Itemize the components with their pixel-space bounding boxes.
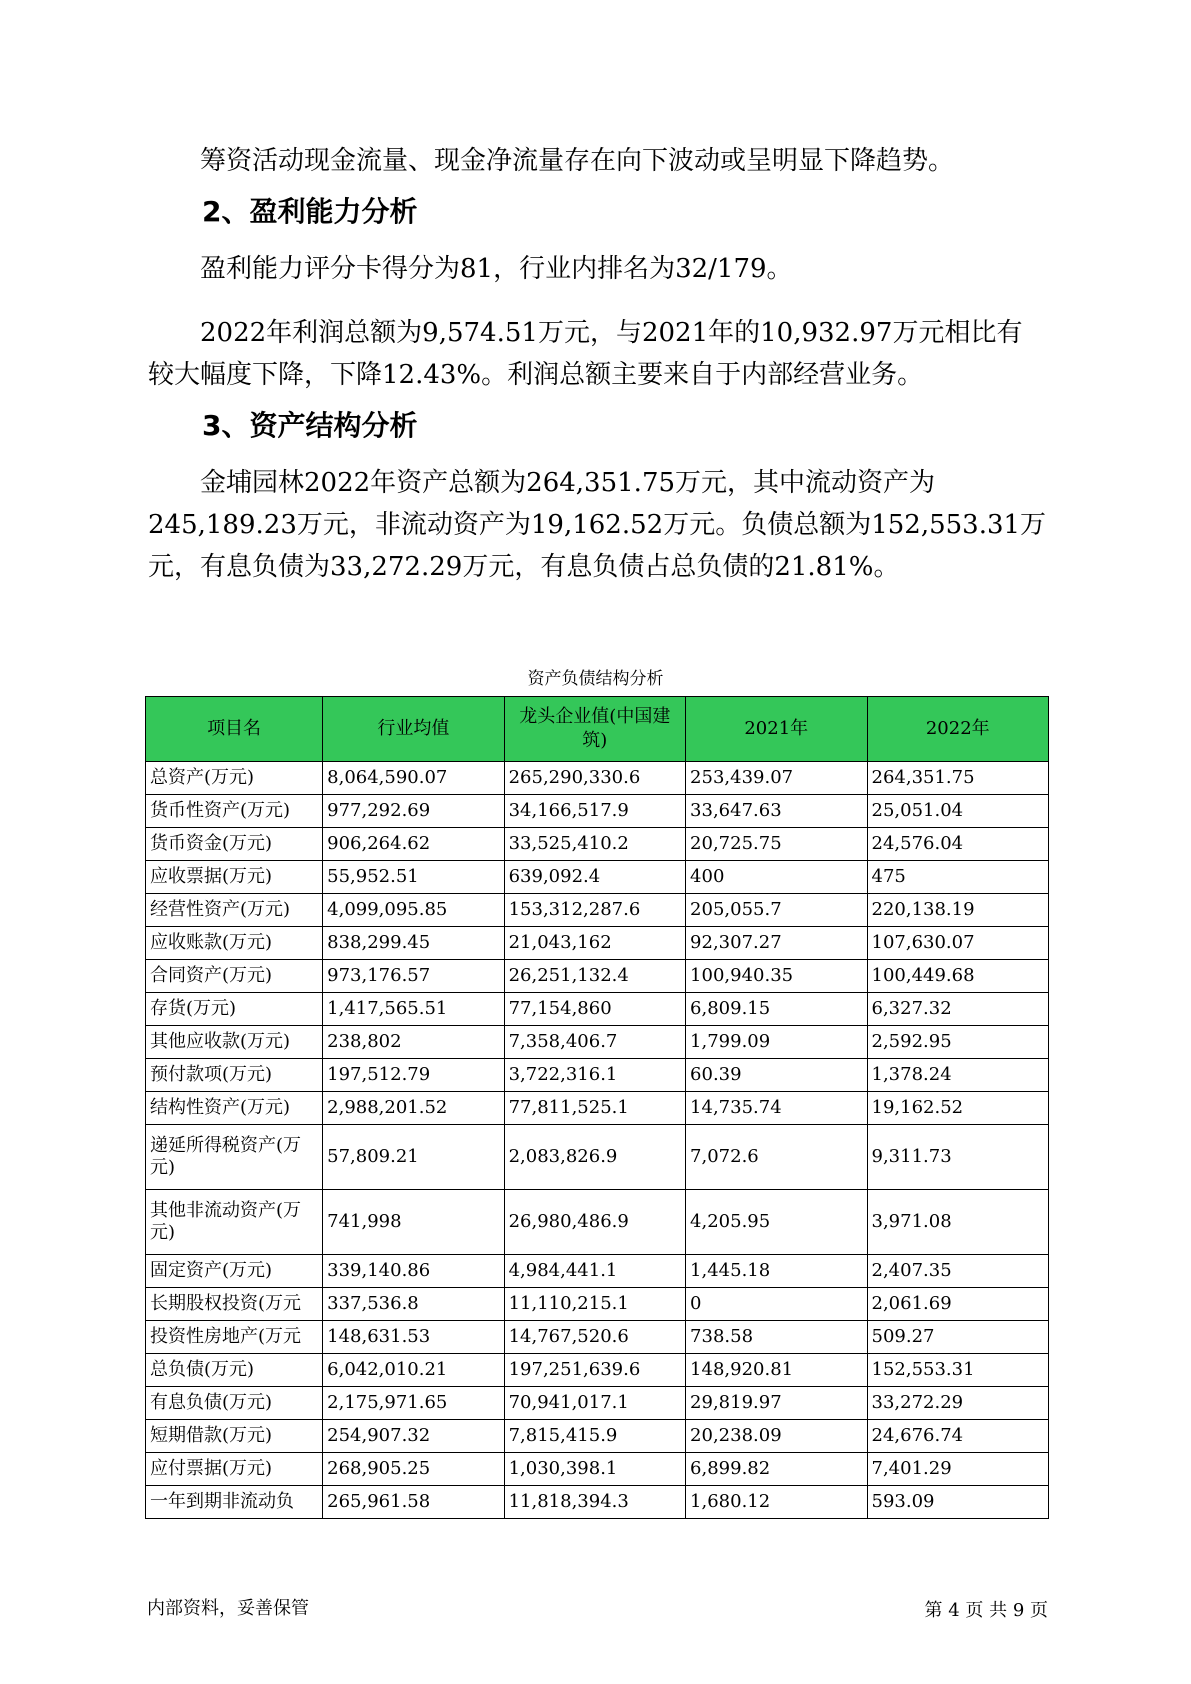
row-label: 长期股权投资(万元 (146, 1288, 323, 1321)
table-row (146, 1092, 1049, 1125)
table-cell: 738.58 (686, 1321, 867, 1354)
table-cell: 107,630.07 (867, 927, 1049, 960)
table-cell: 19,162.52 (867, 1092, 1049, 1125)
profitability-score-paragraph: 盈利能力评分卡得分为81，行业内排名为32/179。 (200, 254, 793, 284)
table-cell: 153,312,287.6 (504, 894, 685, 927)
table-cell: 197,251,639.6 (504, 1354, 685, 1387)
row-label: 经营性资产(万元) (146, 894, 323, 927)
table-cell: 973,176.57 (323, 960, 504, 993)
table-cell: 254,907.32 (323, 1420, 504, 1453)
row-label: 有息负债(万元) (146, 1387, 323, 1420)
row-label: 一年到期非流动负 (146, 1486, 323, 1519)
table-row (146, 1190, 1049, 1255)
header-2022: 2022年 (867, 697, 1049, 762)
table-cell: 34,166,517.9 (504, 795, 685, 828)
row-label: 其他应收款(万元) (146, 1026, 323, 1059)
row-label: 应收账款(万元) (146, 927, 323, 960)
table-cell: 741,998 (323, 1190, 504, 1255)
table-cell: 1,799.09 (686, 1026, 867, 1059)
table-cell: 7,815,415.9 (504, 1420, 685, 1453)
table-cell: 24,676.74 (867, 1420, 1049, 1453)
table-row (146, 1026, 1049, 1059)
table-row (146, 960, 1049, 993)
table-cell: 1,378.24 (867, 1059, 1049, 1092)
table-header-row (146, 697, 1049, 762)
table-cell: 4,099,095.85 (323, 894, 504, 927)
header-2021: 2021年 (686, 697, 867, 762)
section-2-heading: 2、盈利能力分析 (202, 195, 418, 228)
table-cell: 1,680.12 (686, 1486, 867, 1519)
table-row (146, 1354, 1049, 1387)
table-cell: 152,553.31 (867, 1354, 1049, 1387)
table-cell: 33,272.29 (867, 1387, 1049, 1420)
table-row (146, 894, 1049, 927)
row-label: 应付票据(万元) (146, 1453, 323, 1486)
table-cell: 264,351.75 (867, 762, 1049, 795)
table-cell: 2,592.95 (867, 1026, 1049, 1059)
table-cell: 253,439.07 (686, 762, 867, 795)
table-cell: 100,940.35 (686, 960, 867, 993)
table-cell: 1,417,565.51 (323, 993, 504, 1026)
table-cell: 20,238.09 (686, 1420, 867, 1453)
table-cell: 77,811,525.1 (504, 1092, 685, 1125)
table-cell: 268,905.25 (323, 1453, 504, 1486)
table-row (146, 993, 1049, 1026)
table-row (146, 927, 1049, 960)
profit-total-paragraph: 2022年利润总额为9,574.51万元，与2021年的10,932.97万元相比有较大幅度下降，下降12.43%。利润总额主要来自于内部经营业务。 (148, 318, 1023, 390)
table-cell: 265,961.58 (323, 1486, 504, 1519)
header-industry-average: 行业均值 (323, 697, 504, 762)
table-cell: 265,290,330.6 (504, 762, 685, 795)
table-row (146, 1420, 1049, 1453)
table-cell: 339,140.86 (323, 1255, 504, 1288)
table-cell: 2,083,826.9 (504, 1125, 685, 1190)
balance-structure-table (145, 696, 1049, 1519)
row-label: 递延所得税资产(万元) (146, 1125, 323, 1190)
table-cell: 509.27 (867, 1321, 1049, 1354)
table-cell: 6,327.32 (867, 993, 1049, 1026)
table-cell: 2,175,971.65 (323, 1387, 504, 1420)
table-cell: 8,064,590.07 (323, 762, 504, 795)
table-cell: 593.09 (867, 1486, 1049, 1519)
table-row (146, 828, 1049, 861)
table-cell: 11,110,215.1 (504, 1288, 685, 1321)
header-item-name: 项目名 (146, 697, 323, 762)
table-cell: 21,043,162 (504, 927, 685, 960)
table-cell: 639,092.4 (504, 861, 685, 894)
table-row (146, 1321, 1049, 1354)
table-cell: 906,264.62 (323, 828, 504, 861)
footer-page-number: 第 4 页 共 9 页 (924, 1600, 1048, 1621)
row-label: 货币性资产(万元) (146, 795, 323, 828)
table-cell: 148,920.81 (686, 1354, 867, 1387)
table-row (146, 861, 1049, 894)
table-cell: 148,631.53 (323, 1321, 504, 1354)
table-cell: 29,819.97 (686, 1387, 867, 1420)
table-cell: 337,536.8 (323, 1288, 504, 1321)
table-cell: 3,722,316.1 (504, 1059, 685, 1092)
row-label: 预付款项(万元) (146, 1059, 323, 1092)
table-row (146, 1486, 1049, 1519)
table-cell: 6,809.15 (686, 993, 867, 1026)
table-cell: 9,311.73 (867, 1125, 1049, 1190)
table-row (146, 795, 1049, 828)
table-cell: 20,725.75 (686, 828, 867, 861)
table-row (146, 1059, 1049, 1092)
footer-confidential-note: 内部资料，妥善保管 (147, 1598, 309, 1619)
row-label: 总资产(万元) (146, 762, 323, 795)
table-row (146, 1125, 1049, 1190)
table-row (146, 1453, 1049, 1486)
table-cell: 0 (686, 1288, 867, 1321)
table-cell: 11,818,394.3 (504, 1486, 685, 1519)
table-cell: 25,051.04 (867, 795, 1049, 828)
table-row (146, 1288, 1049, 1321)
table-row (146, 762, 1049, 795)
table-cell: 100,449.68 (867, 960, 1049, 993)
table-cell: 14,767,520.6 (504, 1321, 685, 1354)
header-leader-value: 龙头企业值(中国建筑) (504, 697, 685, 762)
row-label: 存货(万元) (146, 993, 323, 1026)
table-cell: 57,809.21 (323, 1125, 504, 1190)
table-cell: 197,512.79 (323, 1059, 504, 1092)
asset-structure-paragraph: 金埔园林2022年资产总额为264,351.75万元，其中流动资产为245,189.23万元，非流动资产为19,162.52万元。负债总额为152,553.31万元，有息负债为33,272.29万元，有息负债占总负债的21.81%。 (148, 468, 1047, 582)
table-cell: 7,401.29 (867, 1453, 1049, 1486)
table-cell: 26,251,132.4 (504, 960, 685, 993)
section-3-heading: 3、资产结构分析 (202, 409, 418, 442)
table-cell: 205,055.7 (686, 894, 867, 927)
row-label: 短期借款(万元) (146, 1420, 323, 1453)
table-cell: 6,899.82 (686, 1453, 867, 1486)
table-row (146, 1255, 1049, 1288)
table-cell: 838,299.45 (323, 927, 504, 960)
table-cell: 4,984,441.1 (504, 1255, 685, 1288)
table-cell: 7,072.6 (686, 1125, 867, 1190)
table-cell: 33,525,410.2 (504, 828, 685, 861)
table-cell: 238,802 (323, 1026, 504, 1059)
table-cell: 220,138.19 (867, 894, 1049, 927)
table-cell: 1,030,398.1 (504, 1453, 685, 1486)
table-cell: 55,952.51 (323, 861, 504, 894)
row-label: 货币资金(万元) (146, 828, 323, 861)
table-cell: 2,407.35 (867, 1255, 1049, 1288)
table-cell: 1,445.18 (686, 1255, 867, 1288)
table-cell: 2,061.69 (867, 1288, 1049, 1321)
table-cell: 3,971.08 (867, 1190, 1049, 1255)
row-label: 应收票据(万元) (146, 861, 323, 894)
row-label: 固定资产(万元) (146, 1255, 323, 1288)
row-label: 总负债(万元) (146, 1354, 323, 1387)
table-cell: 475 (867, 861, 1049, 894)
table-cell: 77,154,860 (504, 993, 685, 1026)
table-cell: 2,988,201.52 (323, 1092, 504, 1125)
table-cell: 92,307.27 (686, 927, 867, 960)
row-label: 合同资产(万元) (146, 960, 323, 993)
table-caption: 资产负债结构分析 (527, 669, 664, 689)
intro-paragraph: 筹资活动现金流量、现金净流量存在向下波动或呈明显下降趋势。 (200, 146, 955, 176)
table-cell: 33,647.63 (686, 795, 867, 828)
table-cell: 24,576.04 (867, 828, 1049, 861)
table-cell: 400 (686, 861, 867, 894)
table-cell: 60.39 (686, 1059, 867, 1092)
table-cell: 7,358,406.7 (504, 1026, 685, 1059)
table-cell: 70,941,017.1 (504, 1387, 685, 1420)
table-row (146, 1387, 1049, 1420)
table-cell: 977,292.69 (323, 795, 504, 828)
table-cell: 14,735.74 (686, 1092, 867, 1125)
row-label: 结构性资产(万元) (146, 1092, 323, 1125)
row-label: 投资性房地产(万元 (146, 1321, 323, 1354)
row-label: 其他非流动资产(万元) (146, 1190, 323, 1255)
table-cell: 26,980,486.9 (504, 1190, 685, 1255)
table-cell: 4,205.95 (686, 1190, 867, 1255)
table-cell: 6,042,010.21 (323, 1354, 504, 1387)
